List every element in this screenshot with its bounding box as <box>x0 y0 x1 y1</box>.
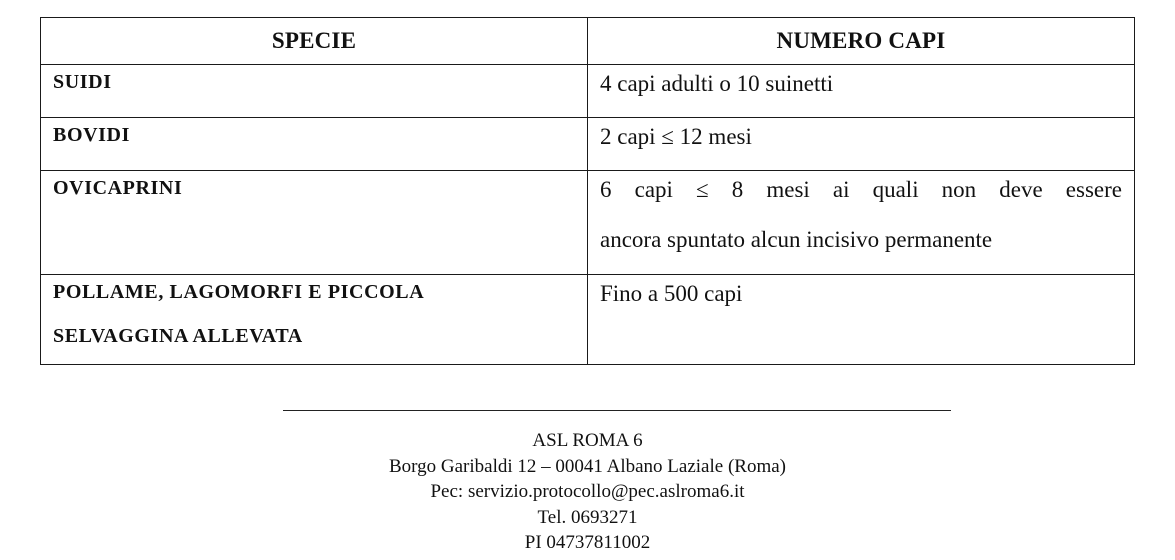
count-value-line: ancora spuntato alcun incisivo permanente <box>600 227 993 252</box>
species-table <box>40 17 1135 365</box>
table-row <box>41 118 1135 171</box>
footer-organization: ASL ROMA 6 <box>532 430 643 451</box>
table-header-row <box>41 18 1135 65</box>
table-row <box>41 275 1135 365</box>
species-name: BOVIDI <box>53 124 130 146</box>
column-header-species: SPECIE <box>41 18 588 65</box>
count-cell <box>588 275 1135 365</box>
count-value-line: 6 capi ≤ 8 mesi ai quali non deve essere <box>600 177 1122 202</box>
count-value: Fino a 500 capi <box>600 281 743 306</box>
species-cell <box>41 65 588 118</box>
table-row <box>41 171 1135 275</box>
table-row <box>41 65 1135 118</box>
footer-vat: PI 04737811002 <box>524 532 651 553</box>
species-name-line: SELVAGGINA ALLEVATA <box>53 325 303 347</box>
count-cell <box>588 171 1135 275</box>
footer-phone: Tel. 0693271 <box>537 506 638 528</box>
species-name: SUIDI <box>53 71 112 93</box>
species-name: OVICAPRINI <box>53 177 183 199</box>
footer-pec: Pec: servizio.protocollo@pec.aslroma6.it <box>430 481 745 502</box>
count-cell <box>588 65 1135 118</box>
species-cell <box>41 171 588 275</box>
count-value: 4 capi adulti o 10 suinetti <box>600 71 834 96</box>
column-header-count: NUMERO CAPI <box>588 18 1135 65</box>
footer-divider <box>283 410 951 411</box>
footer <box>0 428 1175 556</box>
species-cell <box>41 118 588 171</box>
species-cell <box>41 275 588 365</box>
species-name-line: POLLAME, LAGOMORFI E PICCOLA <box>53 281 425 303</box>
count-cell <box>588 118 1135 171</box>
count-value: 2 capi ≤ 12 mesi <box>600 124 752 149</box>
footer-address: Borgo Garibaldi 12 – 00041 Albano Laziale (Roma) <box>389 455 786 477</box>
